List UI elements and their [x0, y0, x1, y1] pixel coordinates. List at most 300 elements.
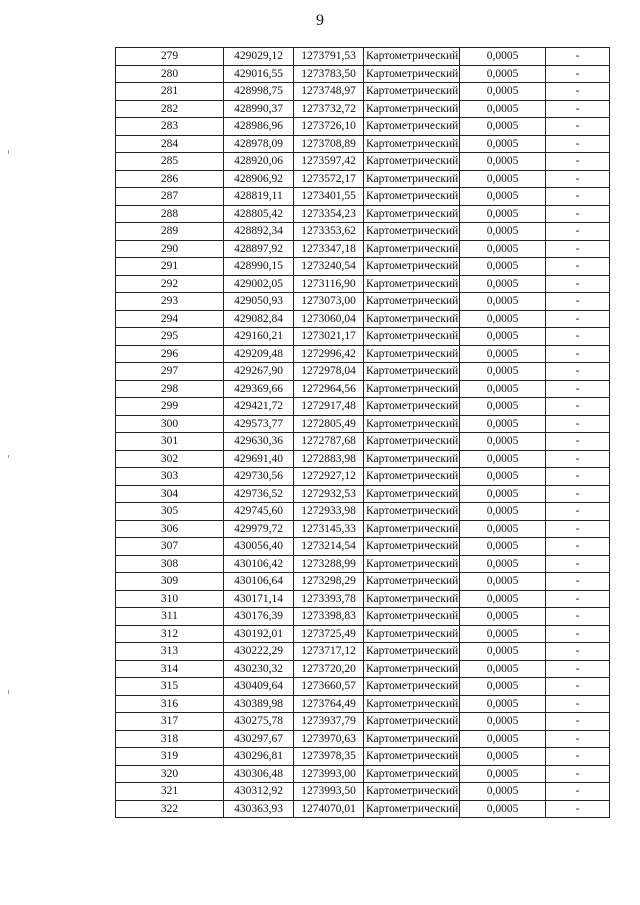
method-cell: Картометрический — [364, 520, 460, 538]
method-cell: Картометрический — [364, 608, 460, 626]
point-number-cell: 282 — [116, 100, 224, 118]
point-number-cell: 280 — [116, 65, 224, 83]
x-coordinate-cell: 429369,66 — [224, 380, 294, 398]
accuracy-cell: 0,0005 — [460, 660, 546, 678]
table-row — [116, 748, 610, 766]
method-cell: Картометрический — [364, 695, 460, 713]
method-cell: Картометрический — [364, 398, 460, 416]
note-cell: - — [546, 415, 610, 433]
x-coordinate-cell: 428990,37 — [224, 100, 294, 118]
accuracy-cell: 0,0005 — [460, 48, 546, 66]
table-row — [116, 258, 610, 276]
x-coordinate-cell: 429730,56 — [224, 468, 294, 486]
y-coordinate-cell: 1273060,04 — [294, 310, 364, 328]
note-cell: - — [546, 730, 610, 748]
note-cell: - — [546, 100, 610, 118]
note-cell: - — [546, 328, 610, 346]
y-coordinate-cell: 1272996,42 — [294, 345, 364, 363]
method-cell: Картометрический — [364, 170, 460, 188]
method-cell: Картометрический — [364, 345, 460, 363]
point-number-cell: 295 — [116, 328, 224, 346]
y-coordinate-cell: 1273354,23 — [294, 205, 364, 223]
x-coordinate-cell: 430171,14 — [224, 590, 294, 608]
table-row — [116, 730, 610, 748]
note-cell: - — [546, 398, 610, 416]
accuracy-cell: 0,0005 — [460, 345, 546, 363]
y-coordinate-cell: 1273993,00 — [294, 765, 364, 783]
x-coordinate-cell: 430389,98 — [224, 695, 294, 713]
accuracy-cell: 0,0005 — [460, 170, 546, 188]
x-coordinate-cell: 428805,42 — [224, 205, 294, 223]
method-cell: Картометрический — [364, 660, 460, 678]
x-coordinate-cell: 428819,11 — [224, 188, 294, 206]
point-number-cell: 318 — [116, 730, 224, 748]
method-cell: Картометрический — [364, 590, 460, 608]
y-coordinate-cell: 1273764,49 — [294, 695, 364, 713]
note-cell: - — [546, 310, 610, 328]
x-coordinate-cell: 430106,42 — [224, 555, 294, 573]
table-row — [116, 240, 610, 258]
point-number-cell: 303 — [116, 468, 224, 486]
point-number-cell: 313 — [116, 643, 224, 661]
note-cell: - — [546, 380, 610, 398]
table-row — [116, 468, 610, 486]
note-cell: - — [546, 643, 610, 661]
note-cell: - — [546, 188, 610, 206]
table-row — [116, 135, 610, 153]
accuracy-cell: 0,0005 — [460, 83, 546, 101]
method-cell: Картометрический — [364, 328, 460, 346]
y-coordinate-cell: 1273353,62 — [294, 223, 364, 241]
point-number-cell: 287 — [116, 188, 224, 206]
method-cell: Картометрический — [364, 468, 460, 486]
accuracy-cell: 0,0005 — [460, 415, 546, 433]
x-coordinate-cell: 429050,93 — [224, 293, 294, 311]
table-row — [116, 783, 610, 801]
y-coordinate-cell: 1273116,90 — [294, 275, 364, 293]
y-coordinate-cell: 1272917,48 — [294, 398, 364, 416]
method-cell: Картометрический — [364, 380, 460, 398]
point-number-cell: 291 — [116, 258, 224, 276]
y-coordinate-cell: 1273597,42 — [294, 153, 364, 171]
note-cell: - — [546, 538, 610, 556]
table-row — [116, 678, 610, 696]
y-coordinate-cell: 1273660,57 — [294, 678, 364, 696]
x-coordinate-cell: 429002,05 — [224, 275, 294, 293]
method-cell: Картометрический — [364, 310, 460, 328]
accuracy-cell: 0,0005 — [460, 328, 546, 346]
note-cell: - — [546, 783, 610, 801]
method-cell: Картометрический — [364, 713, 460, 731]
method-cell: Картометрический — [364, 188, 460, 206]
point-number-cell: 306 — [116, 520, 224, 538]
point-number-cell: 281 — [116, 83, 224, 101]
note-cell: - — [546, 205, 610, 223]
x-coordinate-cell: 429573,77 — [224, 415, 294, 433]
method-cell: Картометрический — [364, 48, 460, 66]
x-coordinate-cell: 429736,52 — [224, 485, 294, 503]
table-row — [116, 573, 610, 591]
x-coordinate-cell: 429209,48 — [224, 345, 294, 363]
method-cell: Картометрический — [364, 678, 460, 696]
note-cell: - — [546, 713, 610, 731]
page-number: 9 — [316, 12, 324, 29]
method-cell: Картометрический — [364, 153, 460, 171]
note-cell: - — [546, 468, 610, 486]
table-row — [116, 48, 610, 66]
point-number-cell: 296 — [116, 345, 224, 363]
table-row — [116, 415, 610, 433]
table-row — [116, 765, 610, 783]
y-coordinate-cell: 1273708,89 — [294, 135, 364, 153]
x-coordinate-cell: 428906,92 — [224, 170, 294, 188]
x-coordinate-cell: 430176,39 — [224, 608, 294, 626]
table-row — [116, 485, 610, 503]
note-cell: - — [546, 83, 610, 101]
note-cell: - — [546, 485, 610, 503]
point-number-cell: 299 — [116, 398, 224, 416]
scan-artifact-left — [8, 690, 9, 694]
table-row — [116, 800, 610, 818]
method-cell: Картометрический — [364, 275, 460, 293]
accuracy-cell: 0,0005 — [460, 65, 546, 83]
note-cell: - — [546, 590, 610, 608]
y-coordinate-cell: 1273937,79 — [294, 713, 364, 731]
x-coordinate-cell: 429016,55 — [224, 65, 294, 83]
y-coordinate-cell: 1272805,49 — [294, 415, 364, 433]
accuracy-cell: 0,0005 — [460, 118, 546, 136]
table-row — [116, 380, 610, 398]
point-number-cell: 321 — [116, 783, 224, 801]
note-cell: - — [546, 695, 610, 713]
accuracy-cell: 0,0005 — [460, 363, 546, 381]
point-number-cell: 319 — [116, 748, 224, 766]
x-coordinate-cell: 429160,21 — [224, 328, 294, 346]
x-coordinate-cell: 430056,40 — [224, 538, 294, 556]
y-coordinate-cell: 1273720,20 — [294, 660, 364, 678]
x-coordinate-cell: 428986,96 — [224, 118, 294, 136]
y-coordinate-cell: 1272883,98 — [294, 450, 364, 468]
accuracy-cell: 0,0005 — [460, 380, 546, 398]
table-row — [116, 293, 610, 311]
table-row — [116, 188, 610, 206]
point-number-cell: 293 — [116, 293, 224, 311]
y-coordinate-cell: 1273145,33 — [294, 520, 364, 538]
table-row — [116, 433, 610, 451]
point-number-cell: 317 — [116, 713, 224, 731]
note-cell: - — [546, 223, 610, 241]
point-number-cell: 308 — [116, 555, 224, 573]
method-cell: Картометрический — [364, 643, 460, 661]
y-coordinate-cell: 1273398,83 — [294, 608, 364, 626]
table-row — [116, 65, 610, 83]
method-cell: Картометрический — [364, 118, 460, 136]
y-coordinate-cell: 1272927,12 — [294, 468, 364, 486]
method-cell: Картометрический — [364, 748, 460, 766]
note-cell: - — [546, 275, 610, 293]
note-cell: - — [546, 520, 610, 538]
x-coordinate-cell: 428897,92 — [224, 240, 294, 258]
point-number-cell: 298 — [116, 380, 224, 398]
point-number-cell: 292 — [116, 275, 224, 293]
method-cell: Картометрический — [364, 555, 460, 573]
y-coordinate-cell: 1273970,63 — [294, 730, 364, 748]
accuracy-cell: 0,0005 — [460, 153, 546, 171]
x-coordinate-cell: 429082,84 — [224, 310, 294, 328]
accuracy-cell: 0,0005 — [460, 450, 546, 468]
note-cell: - — [546, 503, 610, 521]
method-cell: Картометрический — [364, 223, 460, 241]
table-row — [116, 100, 610, 118]
note-cell: - — [546, 135, 610, 153]
point-number-cell: 316 — [116, 695, 224, 713]
x-coordinate-cell: 428998,75 — [224, 83, 294, 101]
y-coordinate-cell: 1273732,72 — [294, 100, 364, 118]
point-number-cell: 307 — [116, 538, 224, 556]
accuracy-cell: 0,0005 — [460, 678, 546, 696]
point-number-cell: 302 — [116, 450, 224, 468]
accuracy-cell: 0,0005 — [460, 713, 546, 731]
x-coordinate-cell: 430296,81 — [224, 748, 294, 766]
note-cell: - — [546, 48, 610, 66]
point-number-cell: 289 — [116, 223, 224, 241]
note-cell: - — [546, 573, 610, 591]
point-number-cell: 288 — [116, 205, 224, 223]
accuracy-cell: 0,0005 — [460, 135, 546, 153]
y-coordinate-cell: 1273791,53 — [294, 48, 364, 66]
point-number-cell: 314 — [116, 660, 224, 678]
x-coordinate-cell: 429979,72 — [224, 520, 294, 538]
table-row — [116, 555, 610, 573]
table-row — [116, 538, 610, 556]
point-number-cell: 320 — [116, 765, 224, 783]
x-coordinate-cell: 430275,78 — [224, 713, 294, 731]
x-coordinate-cell: 428978,09 — [224, 135, 294, 153]
scan-artifact-left — [8, 455, 9, 458]
table-row — [116, 153, 610, 171]
accuracy-cell: 0,0005 — [460, 293, 546, 311]
y-coordinate-cell: 1273214,54 — [294, 538, 364, 556]
y-coordinate-cell: 1273572,17 — [294, 170, 364, 188]
note-cell: - — [546, 608, 610, 626]
note-cell: - — [546, 118, 610, 136]
x-coordinate-cell: 430230,32 — [224, 660, 294, 678]
table-row — [116, 310, 610, 328]
x-coordinate-cell: 429691,40 — [224, 450, 294, 468]
point-number-cell: 304 — [116, 485, 224, 503]
x-coordinate-cell: 429630,36 — [224, 433, 294, 451]
point-number-cell: 284 — [116, 135, 224, 153]
x-coordinate-cell: 429421,72 — [224, 398, 294, 416]
note-cell: - — [546, 748, 610, 766]
x-coordinate-cell: 430409,64 — [224, 678, 294, 696]
y-coordinate-cell: 1273783,50 — [294, 65, 364, 83]
point-number-cell: 283 — [116, 118, 224, 136]
method-cell: Картометрический — [364, 800, 460, 818]
accuracy-cell: 0,0005 — [460, 783, 546, 801]
table-row — [116, 118, 610, 136]
note-cell: - — [546, 765, 610, 783]
accuracy-cell: 0,0005 — [460, 433, 546, 451]
x-coordinate-cell: 430312,92 — [224, 783, 294, 801]
accuracy-cell: 0,0005 — [460, 573, 546, 591]
table-row — [116, 275, 610, 293]
point-number-cell: 300 — [116, 415, 224, 433]
point-number-cell: 290 — [116, 240, 224, 258]
table-row — [116, 643, 610, 661]
accuracy-cell: 0,0005 — [460, 275, 546, 293]
note-cell: - — [546, 240, 610, 258]
note-cell: - — [546, 433, 610, 451]
table-row — [116, 345, 610, 363]
accuracy-cell: 0,0005 — [460, 223, 546, 241]
accuracy-cell: 0,0005 — [460, 205, 546, 223]
accuracy-cell: 0,0005 — [460, 188, 546, 206]
point-number-cell: 301 — [116, 433, 224, 451]
table-row — [116, 695, 610, 713]
accuracy-cell: 0,0005 — [460, 748, 546, 766]
method-cell: Картометрический — [364, 135, 460, 153]
y-coordinate-cell: 1274070,01 — [294, 800, 364, 818]
method-cell: Картометрический — [364, 65, 460, 83]
method-cell: Картометрический — [364, 240, 460, 258]
y-coordinate-cell: 1273393,78 — [294, 590, 364, 608]
x-coordinate-cell: 430297,67 — [224, 730, 294, 748]
table-row — [116, 503, 610, 521]
table-row — [116, 83, 610, 101]
point-number-cell: 297 — [116, 363, 224, 381]
scan-artifact-left — [8, 150, 9, 154]
accuracy-cell: 0,0005 — [460, 643, 546, 661]
accuracy-cell: 0,0005 — [460, 800, 546, 818]
method-cell: Картометрический — [364, 573, 460, 591]
y-coordinate-cell: 1272964,56 — [294, 380, 364, 398]
point-number-cell: 309 — [116, 573, 224, 591]
y-coordinate-cell: 1273725,49 — [294, 625, 364, 643]
method-cell: Картометрический — [364, 100, 460, 118]
table-body — [116, 48, 610, 818]
point-number-cell: 285 — [116, 153, 224, 171]
method-cell: Картометрический — [364, 765, 460, 783]
point-number-cell: 279 — [116, 48, 224, 66]
table-row — [116, 660, 610, 678]
accuracy-cell: 0,0005 — [460, 485, 546, 503]
x-coordinate-cell: 429745,60 — [224, 503, 294, 521]
y-coordinate-cell: 1273717,12 — [294, 643, 364, 661]
method-cell: Картометрический — [364, 538, 460, 556]
table-row — [116, 398, 610, 416]
x-coordinate-cell: 430222,29 — [224, 643, 294, 661]
accuracy-cell: 0,0005 — [460, 730, 546, 748]
accuracy-cell: 0,0005 — [460, 608, 546, 626]
method-cell: Картометрический — [364, 415, 460, 433]
y-coordinate-cell: 1273978,35 — [294, 748, 364, 766]
method-cell: Картометрический — [364, 485, 460, 503]
note-cell: - — [546, 293, 610, 311]
point-number-cell: 312 — [116, 625, 224, 643]
note-cell: - — [546, 345, 610, 363]
note-cell: - — [546, 800, 610, 818]
note-cell: - — [546, 153, 610, 171]
method-cell: Картометрический — [364, 625, 460, 643]
note-cell: - — [546, 625, 610, 643]
note-cell: - — [546, 170, 610, 188]
y-coordinate-cell: 1273240,54 — [294, 258, 364, 276]
y-coordinate-cell: 1272932,53 — [294, 485, 364, 503]
point-number-cell: 294 — [116, 310, 224, 328]
x-coordinate-cell: 428920,06 — [224, 153, 294, 171]
note-cell: - — [546, 678, 610, 696]
point-number-cell: 305 — [116, 503, 224, 521]
table-row — [116, 170, 610, 188]
accuracy-cell: 0,0005 — [460, 468, 546, 486]
table-row — [116, 608, 610, 626]
accuracy-cell: 0,0005 — [460, 538, 546, 556]
note-cell: - — [546, 258, 610, 276]
coordinates-table — [115, 47, 610, 818]
table-row — [116, 450, 610, 468]
accuracy-cell: 0,0005 — [460, 625, 546, 643]
method-cell: Картометрический — [364, 730, 460, 748]
y-coordinate-cell: 1273021,17 — [294, 328, 364, 346]
x-coordinate-cell: 429267,90 — [224, 363, 294, 381]
y-coordinate-cell: 1273298,29 — [294, 573, 364, 591]
y-coordinate-cell: 1272933,98 — [294, 503, 364, 521]
accuracy-cell: 0,0005 — [460, 310, 546, 328]
table-row — [116, 713, 610, 731]
method-cell: Картометрический — [364, 258, 460, 276]
x-coordinate-cell: 430363,93 — [224, 800, 294, 818]
accuracy-cell: 0,0005 — [460, 240, 546, 258]
x-coordinate-cell: 428990,15 — [224, 258, 294, 276]
point-number-cell: 310 — [116, 590, 224, 608]
note-cell: - — [546, 555, 610, 573]
accuracy-cell: 0,0005 — [460, 503, 546, 521]
x-coordinate-cell: 429029,12 — [224, 48, 294, 66]
note-cell: - — [546, 450, 610, 468]
table-row — [116, 223, 610, 241]
method-cell: Картометрический — [364, 83, 460, 101]
y-coordinate-cell: 1273748,97 — [294, 83, 364, 101]
table-row — [116, 328, 610, 346]
point-number-cell: 322 — [116, 800, 224, 818]
method-cell: Картометрический — [364, 450, 460, 468]
table-row — [116, 590, 610, 608]
method-cell: Картометрический — [364, 433, 460, 451]
y-coordinate-cell: 1273288,99 — [294, 555, 364, 573]
y-coordinate-cell: 1273401,55 — [294, 188, 364, 206]
y-coordinate-cell: 1273347,18 — [294, 240, 364, 258]
accuracy-cell: 0,0005 — [460, 695, 546, 713]
table-row — [116, 205, 610, 223]
point-number-cell: 311 — [116, 608, 224, 626]
y-coordinate-cell: 1273073,00 — [294, 293, 364, 311]
method-cell: Картометрический — [364, 205, 460, 223]
x-coordinate-cell: 430306,48 — [224, 765, 294, 783]
table-row — [116, 363, 610, 381]
accuracy-cell: 0,0005 — [460, 765, 546, 783]
method-cell: Картометрический — [364, 503, 460, 521]
table-row — [116, 625, 610, 643]
accuracy-cell: 0,0005 — [460, 258, 546, 276]
accuracy-cell: 0,0005 — [460, 100, 546, 118]
note-cell: - — [546, 65, 610, 83]
accuracy-cell: 0,0005 — [460, 398, 546, 416]
accuracy-cell: 0,0005 — [460, 555, 546, 573]
note-cell: - — [546, 660, 610, 678]
point-number-cell: 286 — [116, 170, 224, 188]
note-cell: - — [546, 363, 610, 381]
